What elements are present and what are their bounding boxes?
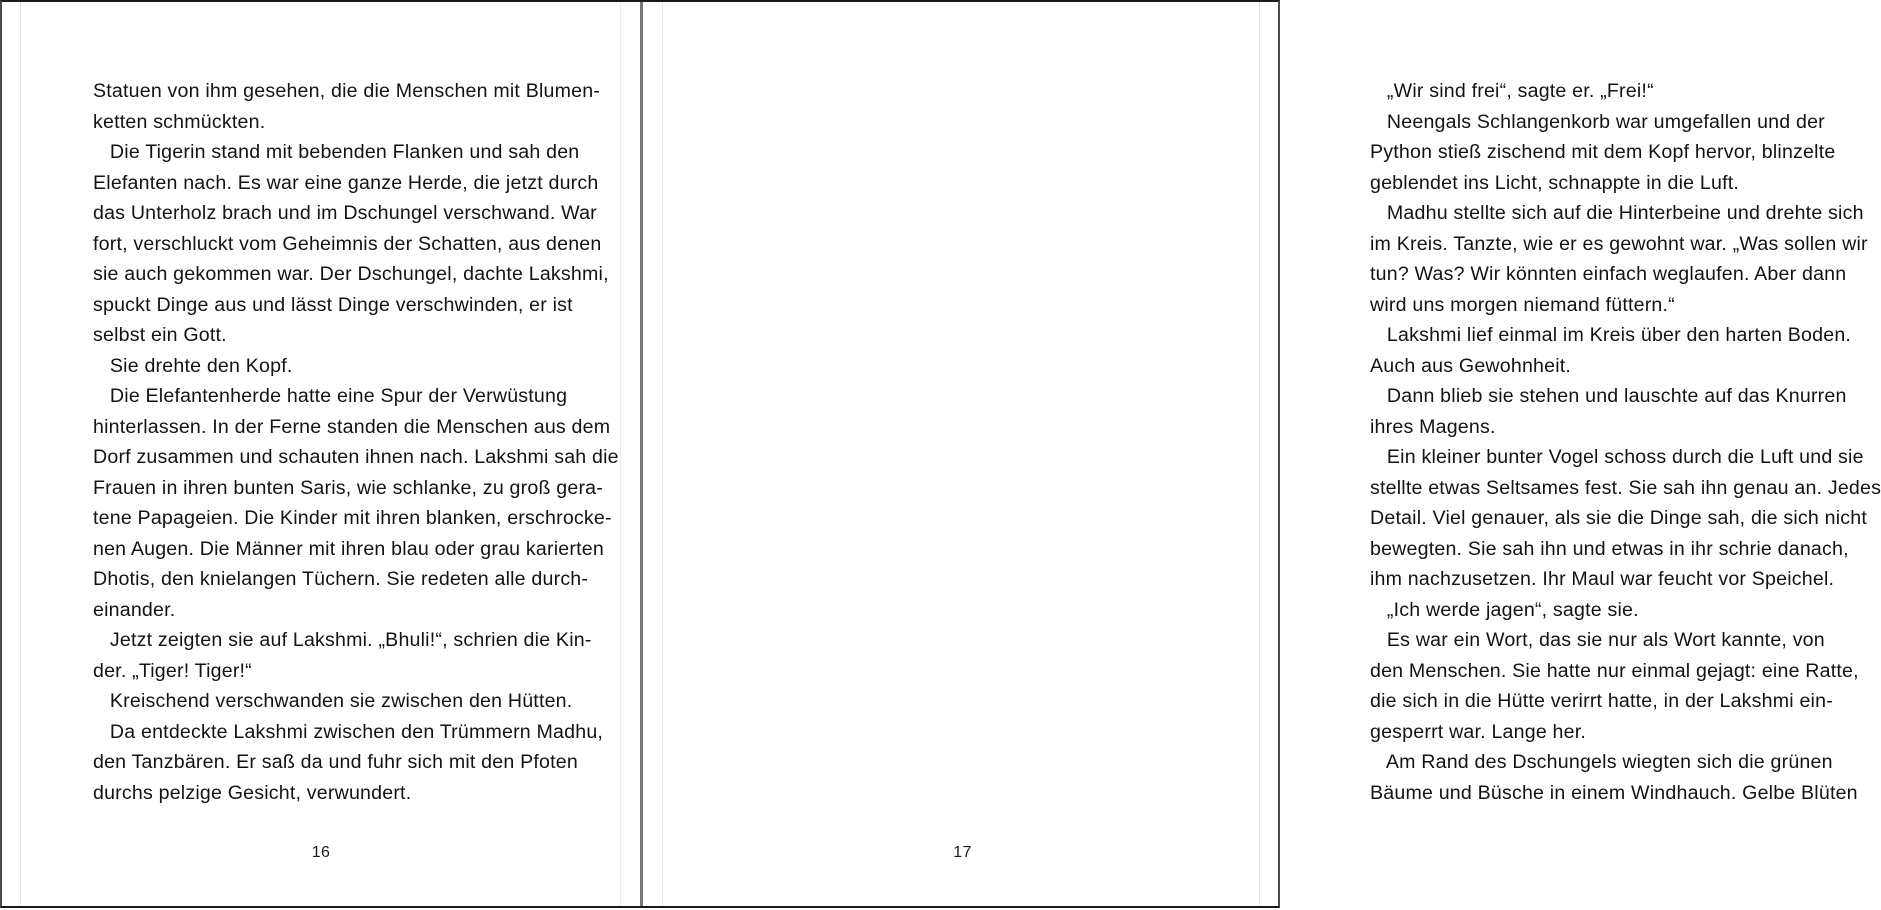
text-line: Frauen in ihren bunten Saris, wie schlanke, zu groß gera- xyxy=(93,476,603,499)
text-line: Jetzt zeigten sie auf Lakshmi. „Bhuli!“, schrien die Kin- xyxy=(93,629,592,651)
text-line: Die Tigerin stand mit bebenden Flanken und sah den xyxy=(93,141,580,163)
page-left xyxy=(2,2,640,910)
left-page-text-block xyxy=(93,76,619,808)
text-line: Ein kleiner bunter Vogel schoss durch die Luft und sie xyxy=(1370,446,1864,468)
right-page-text-block xyxy=(1370,76,1881,808)
text-line: durchs pelzige Gesicht, verwundert. xyxy=(93,781,412,804)
text-line: Auch aus Gewohnheit. xyxy=(1370,354,1572,377)
text-line: hinterlassen. In der Ferne standen die Menschen aus dem xyxy=(93,415,611,438)
text-line: Die Elefantenherde hatte eine Spur der Verwüstung xyxy=(93,385,568,407)
text-line: Detail. Viel genauer, als sie die Dinge sah, die sich nicht xyxy=(1370,507,1867,529)
text-line: Dann blieb sie stehen und lauschte auf das Knurren xyxy=(1370,385,1847,407)
text-line: Madhu stellte sich auf die Hinterbeine und drehte sich xyxy=(1370,202,1864,224)
page-number-right: 17 xyxy=(953,844,972,861)
text-line: Neengals Schlangenkorb war umgefallen und der xyxy=(1370,110,1825,133)
text-line: Kreischend verschwanden sie zwischen den Hütten. xyxy=(93,690,573,712)
text-line: nen Augen. Die Männer mit ihren blau oder grau karierten xyxy=(93,537,604,560)
text-line: Bäume und Büsche in einem Windhauch. Gelbe Blüten xyxy=(1370,781,1858,804)
text-line: sie auch gekommen war. Der Dschungel, dachte Lakshmi, xyxy=(93,263,609,285)
text-line: fort, verschluckt vom Geheimnis der Schatten, aus denen xyxy=(93,232,602,255)
text-line: der. „Tiger! Tiger!“ xyxy=(93,659,252,682)
text-line: geblendet ins Licht, schnappte in die Luft. xyxy=(1370,171,1739,194)
text-line: ihm nachzusetzen. Ihr Maul war feucht vor Speichel. xyxy=(1370,568,1835,590)
text-line: Statuen von ihm gesehen, die die Menschen mit Blumen- xyxy=(93,80,601,102)
text-line: tun? Was? Wir könnten einfach weglaufen. Aber dann xyxy=(1370,263,1847,285)
page-number-left: 16 xyxy=(311,844,331,861)
text-line: Lakshmi lief einmal im Kreis über den harten Boden. xyxy=(1370,324,1852,346)
text-line: wird uns morgen niemand füttern.“ xyxy=(1370,293,1675,316)
text-line: Dhotis, den knielangen Tüchern. Sie redeten alle durch- xyxy=(93,568,589,590)
text-line: Elefanten nach. Es war eine ganze Herde, die jetzt durch xyxy=(93,171,599,194)
text-line: „Ich werde jagen“, sagte sie. xyxy=(1370,598,1639,621)
text-line: Sie drehte den Kopf. xyxy=(93,354,293,377)
text-line: Am Rand des Dschungels wiegten sich die grünen xyxy=(1370,751,1833,773)
text-line: den Menschen. Sie hatte nur einmal gejagt: eine Ratte, xyxy=(1370,659,1859,682)
text-line: Python stieß zischend mit dem Kopf hervor, blinzelte xyxy=(1370,141,1836,163)
text-line: Dorf zusammen und schauten ihnen nach. Lakshmi sah die xyxy=(93,446,619,468)
text-line: einander. xyxy=(93,598,176,621)
text-line: ketten schmückten. xyxy=(93,110,266,133)
page-right xyxy=(643,2,1881,910)
text-line: Da entdeckte Lakshmi zwischen den Trümmern Madhu, xyxy=(93,720,604,743)
text-line: bewegten. Sie sah ihn und etwas in ihr schrie danach, xyxy=(1370,537,1849,560)
text-line: Es war ein Wort, das sie nur als Wort kannte, von xyxy=(1370,629,1825,651)
text-line: stellte etwas Seltsames fest. Sie sah ihn genau an. Jedes xyxy=(1370,476,1881,499)
text-line: die sich in die Hütte verirrt hatte, in der Lakshmi ein- xyxy=(1370,690,1833,712)
text-line: spuckt Dinge aus und lässt Dinge verschwinden, er ist xyxy=(93,293,573,316)
text-line: selbst ein Gott. xyxy=(93,324,227,346)
text-line: den Tanzbären. Er saß da und fuhr sich mit den Pfoten xyxy=(93,751,578,773)
text-line: das Unterholz brach und im Dschungel verschwand. War xyxy=(93,202,597,224)
text-line: „Wir sind frei“, sagte er. „Frei!“ xyxy=(1370,80,1654,102)
text-line: ihres Magens. xyxy=(1370,415,1496,438)
text-line: gesperrt war. Lange her. xyxy=(1370,720,1587,743)
text-line: tene Papageien. Die Kinder mit ihren blanken, erschrocke- xyxy=(93,507,612,529)
text-line: im Kreis. Tanzte, wie er es gewohnt war. „Was sollen wir xyxy=(1370,232,1868,255)
